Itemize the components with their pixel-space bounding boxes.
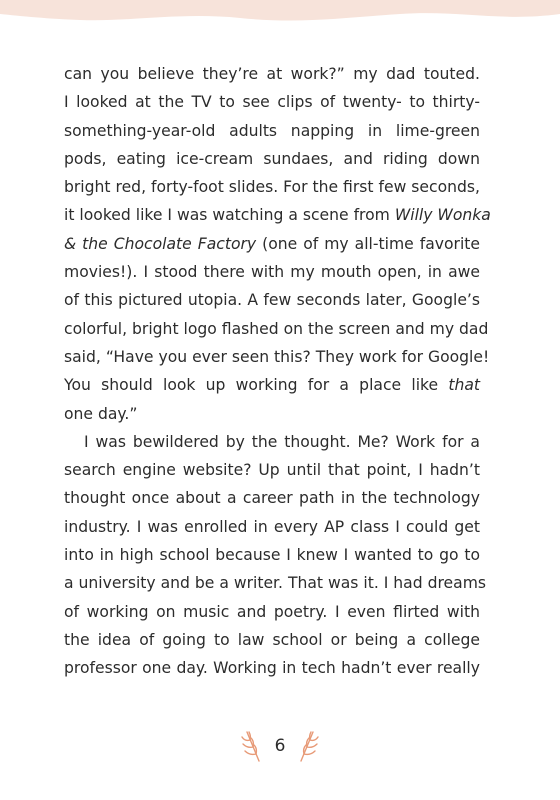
text-line: bright red, forty-foot slides. For the first few seconds, [64,178,480,197]
text-line: can you believe they’re at work?” my dad touted. [64,65,480,83]
text-line [64,201,491,229]
text-line: industry. I was enrolled in every AP class I could get [64,517,480,536]
text-line: pods, eating ice-cream sundaes, and riding down [64,149,480,168]
text-line: the idea of going to law school or being a college [64,630,480,649]
text-line: I looked at the TV to see clips of twenty- to thirty- [64,93,480,112]
top-decorative-band [0,0,560,34]
paragraph-2 [64,428,487,683]
left-sprig-icon [239,728,265,764]
italic-emphasis-text: that [448,376,480,395]
italic-title-text: Willy Wonka [394,206,491,225]
text-line: said, “Have you ever seen this? They work for Google! [64,347,490,366]
page-number: 6 [274,735,286,756]
text-line: of this pictured utopia. A few seconds later, Google’s [64,291,480,310]
text-line: I was bewildered by the thought. Me? Work for a [84,432,480,451]
text-line [64,371,480,399]
text-run: You should look up working for a place like [64,376,449,395]
text-run: (one of my all-time favorite [256,234,480,253]
text-line: professor one day. Working in tech hadn’t ever really [64,659,480,678]
italic-title-text: & the Chocolate Factory [64,234,257,253]
text-line: something-year-old adults napping in lime-green [64,121,480,140]
text-line: search engine website? Up until that point, I hadn’t [64,461,480,480]
right-sprig-icon [295,728,321,764]
text-run: it looked like I was watching a scene from [64,206,395,225]
text-line: one day.” [64,404,138,423]
paragraph-1 [64,60,491,428]
text-line: of working on music and poetry. I even flirted with [64,602,480,621]
text-line: a university and be a writer. That was it. I had dreams [64,574,487,593]
text-line [64,230,480,258]
text-line: into in high school because I knew I wanted to go to [64,546,480,565]
text-line: movies!). I stood there with my mouth open, in awe [64,263,480,282]
top-wave-shape [0,0,560,21]
page-footer [0,726,560,766]
text-line: thought once about a career path in the technology [64,489,480,508]
book-page-body [64,60,491,683]
text-line: colorful, bright logo flashed on the screen and my dad [64,319,489,338]
